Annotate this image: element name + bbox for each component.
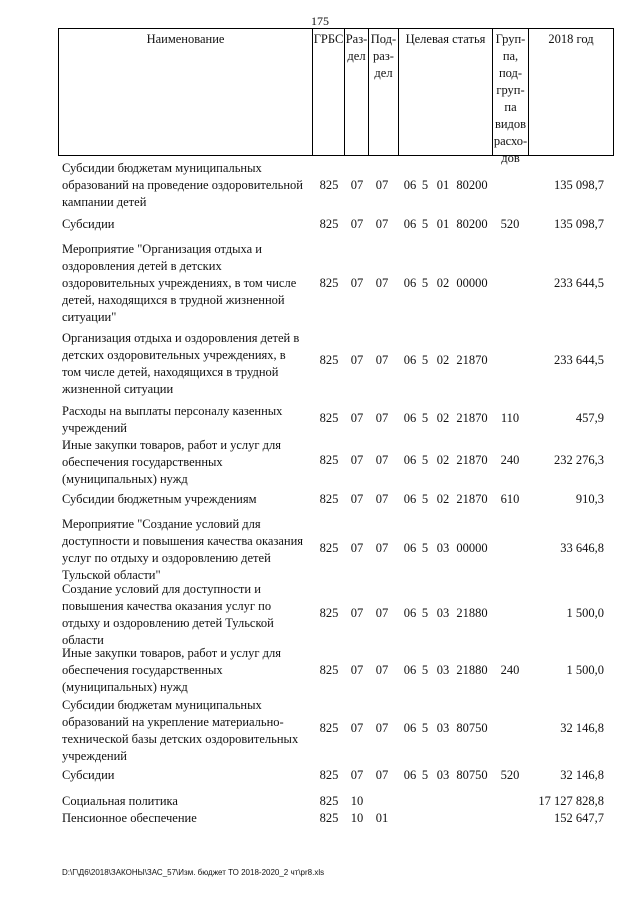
row-statya-type: 5 — [421, 606, 429, 620]
header-statya: Целевая статья — [399, 29, 493, 155]
row-statya-direction: 00000 — [456, 541, 488, 555]
row-statya-main: 03 — [436, 541, 450, 555]
row-razdel: 07 — [350, 276, 364, 290]
row-statya-type: 5 — [421, 411, 429, 425]
row-statya-type: 5 — [421, 353, 429, 367]
row-statya-direction: 21880 — [456, 606, 488, 620]
row-statya-main: 02 — [436, 276, 450, 290]
row-razdel: 07 — [350, 606, 364, 620]
row-statya-direction: 21880 — [456, 663, 488, 677]
row-statya-program: 06 — [403, 276, 417, 290]
row-statya-direction: 80750 — [456, 768, 488, 782]
row-statya-main: 01 — [436, 178, 450, 192]
row-razdel: 07 — [350, 663, 364, 677]
row-statya-program: 06 — [403, 217, 417, 231]
row-razdel: 07 — [350, 178, 364, 192]
row-statya-type: 5 — [421, 276, 429, 290]
row-name: Мероприятие "Создание условий для доступности и повышения качества оказания услуг по отдыху и оздоровлению детей Тульской области" — [62, 517, 304, 582]
row-sum: 233 644,5 — [554, 276, 604, 290]
row-name: Субсидии — [62, 217, 115, 231]
row-sum: 1 500,0 — [566, 606, 604, 620]
row-statya-type: 5 — [421, 721, 429, 735]
row-sum: 1 500,0 — [566, 663, 604, 677]
row-podrazdel: 07 — [375, 541, 389, 555]
row-sum: 17 127 828,8 — [538, 794, 604, 808]
row-razdel: 07 — [350, 541, 364, 555]
row-razdel: 07 — [350, 721, 364, 735]
row-name: Пенсионное обеспечение — [62, 811, 197, 825]
row-grbs: 825 — [319, 178, 339, 192]
row-vid: 520 — [500, 768, 520, 782]
row-name: Субсидии бюджетным учреждениям — [62, 492, 257, 506]
row-vid: 520 — [500, 217, 520, 231]
row-vid: 610 — [500, 492, 520, 506]
row-grbs: 825 — [319, 492, 339, 506]
row-name: Создание условий для доступности и повышения качества оказания услуг по отдыху и оздоровлению детей Тульской области — [62, 582, 274, 647]
row-statya-program: 06 — [403, 411, 417, 425]
row-grbs: 825 — [319, 217, 339, 231]
row-podrazdel: 07 — [375, 276, 389, 290]
row-statya-main: 02 — [436, 411, 450, 425]
row-statya-program: 06 — [403, 768, 417, 782]
header-year: 2018 год — [548, 32, 594, 46]
row-razdel: 07 — [350, 768, 364, 782]
header-vid: Груп- па, под- груп- па видов расхо- дов — [493, 29, 529, 155]
header-razdel: Раз- дел — [345, 29, 369, 155]
row-grbs: 825 — [319, 276, 339, 290]
row-razdel: 07 — [350, 353, 364, 367]
row-statya-type: 5 — [421, 663, 429, 677]
row-statya-main: 01 — [436, 217, 450, 231]
row-sum: 232 276,3 — [554, 453, 604, 467]
row-name: Организация отдыха и оздоровления детей в детских оздоровительных учреждениях, в том числе детей, находящихся в трудной жизненной ситуации — [62, 331, 300, 396]
row-grbs: 825 — [319, 663, 339, 677]
row-podrazdel: 07 — [375, 353, 389, 367]
row-name: Субсидии — [62, 768, 115, 782]
row-grbs: 825 — [319, 811, 339, 825]
row-name: Мероприятие "Организация отдыха и оздоровления детей в детских оздоровительных учреждениях, в том числе детей, находящихся в трудной жизненной ситуации" — [62, 242, 297, 324]
row-statya-program: 06 — [403, 453, 417, 467]
row-grbs: 825 — [319, 353, 339, 367]
row-statya-direction: 21870 — [456, 353, 488, 367]
row-statya-program: 06 — [403, 606, 417, 620]
row-sum: 135 098,7 — [554, 217, 604, 231]
row-sum: 135 098,7 — [554, 178, 604, 192]
row-statya-direction: 21870 — [456, 411, 488, 425]
row-podrazdel: 07 — [375, 492, 389, 506]
row-razdel: 07 — [350, 217, 364, 231]
row-vid: 240 — [500, 453, 520, 467]
row-statya-program: 06 — [403, 541, 417, 555]
row-statya-direction: 80200 — [456, 217, 488, 231]
row-statya-type: 5 — [421, 492, 429, 506]
file-path-footer: D:\Г\Д6\2018\ЗАКОНЫ\ЗАС_57\Изм. бюджет ТО 2018-2020_2 чт\pr8.xls — [62, 868, 325, 877]
row-vid: 110 — [500, 411, 520, 425]
row-statya-main: 03 — [436, 606, 450, 620]
row-statya-direction: 00000 — [456, 276, 488, 290]
row-statya-type: 5 — [421, 217, 429, 231]
row-grbs: 825 — [319, 606, 339, 620]
row-statya-program: 06 — [403, 178, 417, 192]
row-grbs: 825 — [319, 768, 339, 782]
row-statya-program: 06 — [403, 721, 417, 735]
row-podrazdel: 07 — [375, 217, 389, 231]
table-header — [58, 28, 614, 165]
row-grbs: 825 — [319, 541, 339, 555]
row-statya-direction: 21870 — [456, 492, 488, 506]
header-grbs: ГРБС — [313, 29, 345, 155]
row-statya-direction: 80750 — [456, 721, 488, 735]
row-razdel: 07 — [350, 411, 364, 425]
row-podrazdel: 07 — [375, 663, 389, 677]
row-grbs: 825 — [319, 794, 339, 808]
row-statya-main: 02 — [436, 453, 450, 467]
row-name: Социальная политика — [62, 794, 178, 808]
row-razdel: 07 — [350, 492, 364, 506]
row-sum: 32 146,8 — [560, 768, 604, 782]
row-podrazdel: 01 — [375, 811, 389, 825]
row-statya-main: 02 — [436, 353, 450, 367]
row-statya-type: 5 — [421, 768, 429, 782]
row-podrazdel: 07 — [375, 768, 389, 782]
row-grbs: 825 — [319, 721, 339, 735]
row-vid: 240 — [500, 663, 520, 677]
header-podrazdel: Под- раз- дел — [369, 29, 399, 155]
row-sum: 33 646,8 — [560, 541, 604, 555]
row-podrazdel: 07 — [375, 453, 389, 467]
row-statya-program: 06 — [403, 353, 417, 367]
row-statya-type: 5 — [421, 178, 429, 192]
row-podrazdel: 07 — [375, 721, 389, 735]
row-statya-main: 03 — [436, 768, 450, 782]
row-podrazdel: 07 — [375, 178, 389, 192]
row-statya-main: 02 — [436, 492, 450, 506]
row-statya-type: 5 — [421, 453, 429, 467]
page-number: 175 — [311, 14, 329, 28]
row-podrazdel: 07 — [375, 411, 389, 425]
row-razdel: 10 — [350, 811, 364, 825]
row-sum: 32 146,8 — [560, 721, 604, 735]
row-name: Иные закупки товаров, работ и услуг для обеспечения государственных (муниципальных) нужд — [62, 646, 282, 694]
row-razdel: 10 — [350, 794, 364, 808]
row-grbs: 825 — [319, 453, 339, 467]
row-statya-direction: 80200 — [456, 178, 488, 192]
row-statya-direction: 21870 — [456, 453, 488, 467]
row-sum: 233 644,5 — [554, 353, 604, 367]
row-razdel: 07 — [350, 453, 364, 467]
row-sum: 910,3 — [575, 492, 604, 506]
row-grbs: 825 — [319, 411, 339, 425]
row-statya-program: 06 — [403, 492, 417, 506]
row-statya-main: 03 — [436, 663, 450, 677]
row-podrazdel: 07 — [375, 606, 389, 620]
row-name: Иные закупки товаров, работ и услуг для обеспечения государственных (муниципальных) нужд — [62, 438, 282, 486]
row-sum: 152 647,7 — [554, 811, 604, 825]
row-statya-type: 5 — [421, 541, 429, 555]
row-name: Субсидии бюджетам муниципальных образований на проведение оздоровительной кампании детей — [62, 161, 303, 209]
row-name: Субсидии бюджетам муниципальных образований на укрепление материально-технической базы детских оздоровительных учреждений — [62, 698, 299, 763]
row-sum: 457,9 — [575, 411, 604, 425]
row-statya-main: 03 — [436, 721, 450, 735]
header-name: Наименование — [59, 29, 313, 155]
row-name: Расходы на выплаты персоналу казенных учреждений — [62, 404, 283, 435]
row-statya-program: 06 — [403, 663, 417, 677]
